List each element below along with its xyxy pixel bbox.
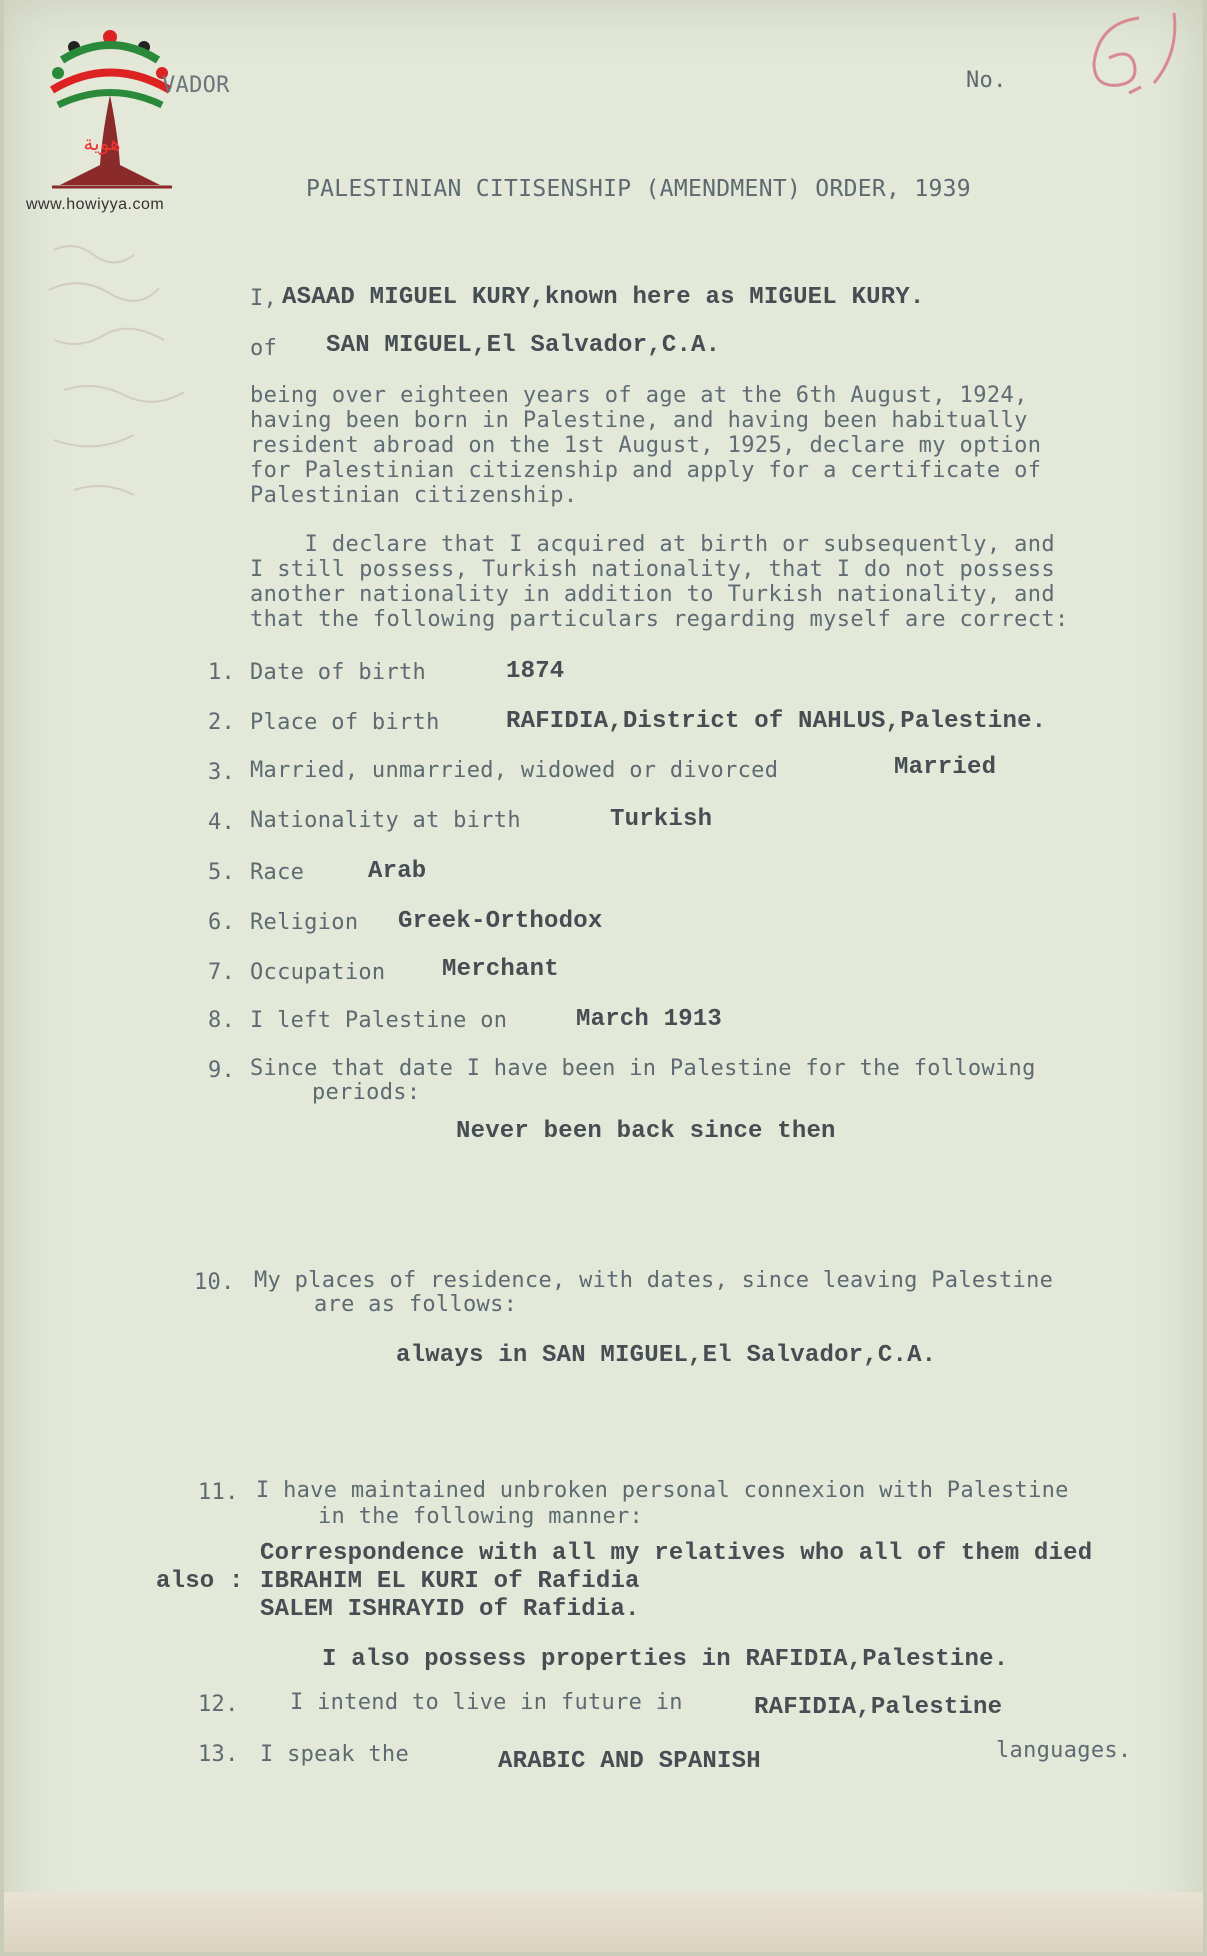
item-12-value: RAFIDIA,Palestine (754, 1694, 1003, 1721)
item-9-number: 9. (208, 1058, 236, 1083)
item-11-line2: in the following manner: (318, 1504, 644, 1529)
bottom-paper-edge (4, 1892, 1203, 1952)
item-value: Turkish (610, 806, 713, 833)
item-10-value: always in SAN MIGUEL,El Salvador,C.A. (396, 1342, 937, 1369)
paragraph-2: I declare that I acquired at birth or subsequently, and I still possess, Turkish nationality, that I do not possess another nationality in addition to Turkish nationality, and that the following particulars regarding myself are correct: (250, 532, 1069, 632)
item-value: 1874 (506, 658, 565, 685)
page-number-handwritten (1079, 8, 1189, 108)
item-label: Race (250, 860, 305, 885)
number-label: No. (966, 68, 1007, 93)
item-13-value: ARABIC AND SPANISH (498, 1748, 761, 1775)
item-9-value: Never been back since then (456, 1118, 836, 1145)
item-10-number: 10. (194, 1270, 235, 1295)
item-number: 6. (208, 910, 236, 935)
item-number: 5. (208, 860, 236, 885)
item-label: Occupation (250, 960, 386, 985)
item-number: 3. (208, 760, 236, 785)
item-value: March 1913 (576, 1006, 723, 1033)
item-11-value2: IBRAHIM EL KURI of Rafidia (260, 1568, 640, 1595)
item-value: RAFIDIA,District of NAHLUS,Palestine. (506, 708, 1047, 735)
paragraph-1: being over eighteen years of age at the 6th August, 1924, having been born in Palestine, and having been habitually resident abroad on the 1st August, 1925, declare my option for Palestinian citizenship and apply for a certificate of Palestinian citizenship. (250, 383, 1042, 508)
item-number: 2. (208, 710, 236, 735)
document-page (4, 0, 1203, 1952)
item-number: 7. (208, 960, 236, 985)
item-13-suffix: languages. (996, 1738, 1132, 1763)
declarant-prefix: I, (250, 286, 278, 311)
item-number: 4. (208, 810, 236, 835)
logo-arabic-text: هوية (83, 131, 121, 155)
item-label: I left Palestine on (250, 1008, 508, 1033)
item-number: 8. (208, 1008, 236, 1033)
item-11-line1: I have maintained unbroken personal connexion with Palestine (256, 1478, 1069, 1503)
logo-url: www.howiyya.com (26, 196, 165, 213)
item-12-number: 12. (198, 1692, 239, 1717)
of-label: of (250, 336, 278, 361)
item-value: Merchant (442, 956, 559, 983)
declarant-name: ASAAD MIGUEL KURY,known here as MIGUEL KURY. (282, 284, 925, 311)
item-13-number: 13. (198, 1742, 239, 1767)
item-label: Date of birth (250, 660, 427, 685)
item-value: Arab (368, 858, 427, 885)
of-value: SAN MIGUEL,El Salvador,C.A. (326, 332, 721, 359)
item-number: 1. (208, 660, 236, 685)
page-number-text: 6 (1119, 70, 1126, 81)
also-label: also : (156, 1568, 244, 1595)
bleed-through-handwriting (44, 230, 214, 530)
item-10-line1: My places of residence, with dates, since leaving Palestine (254, 1268, 1054, 1293)
item-11-value1: Correspondence with all my relatives who all of them died (260, 1540, 1093, 1567)
item-value: Married (894, 754, 997, 781)
item-label: Place of birth (250, 710, 440, 735)
howiyya-tree-logo (22, 25, 202, 225)
document-title: PALESTINIAN CITISENSHIP (AMENDMENT) ORDER, 1939 (306, 176, 971, 202)
item-13-label: I speak the (260, 1742, 409, 1767)
item-label: Nationality at birth (250, 808, 521, 833)
item-11-number: 11. (198, 1480, 239, 1505)
item-label: Religion (250, 910, 359, 935)
item-9-line2: periods: (312, 1080, 421, 1105)
item-10-line2: are as follows: (314, 1292, 518, 1317)
item-value: Greek-Orthodox (398, 908, 603, 935)
item-11-value4: I also possess properties in RAFIDIA,Palestine. (322, 1646, 1009, 1673)
item-9-line1: Since that date I have been in Palestine for the following (250, 1056, 1036, 1081)
item-12-label: I intend to live in future in (290, 1690, 683, 1715)
item-label: Married, unmarried, widowed or divorced (250, 758, 779, 783)
item-11-value3: SALEM ISHRAYID of Rafidia. (260, 1596, 640, 1623)
header-top-left: VADOR (162, 73, 230, 98)
